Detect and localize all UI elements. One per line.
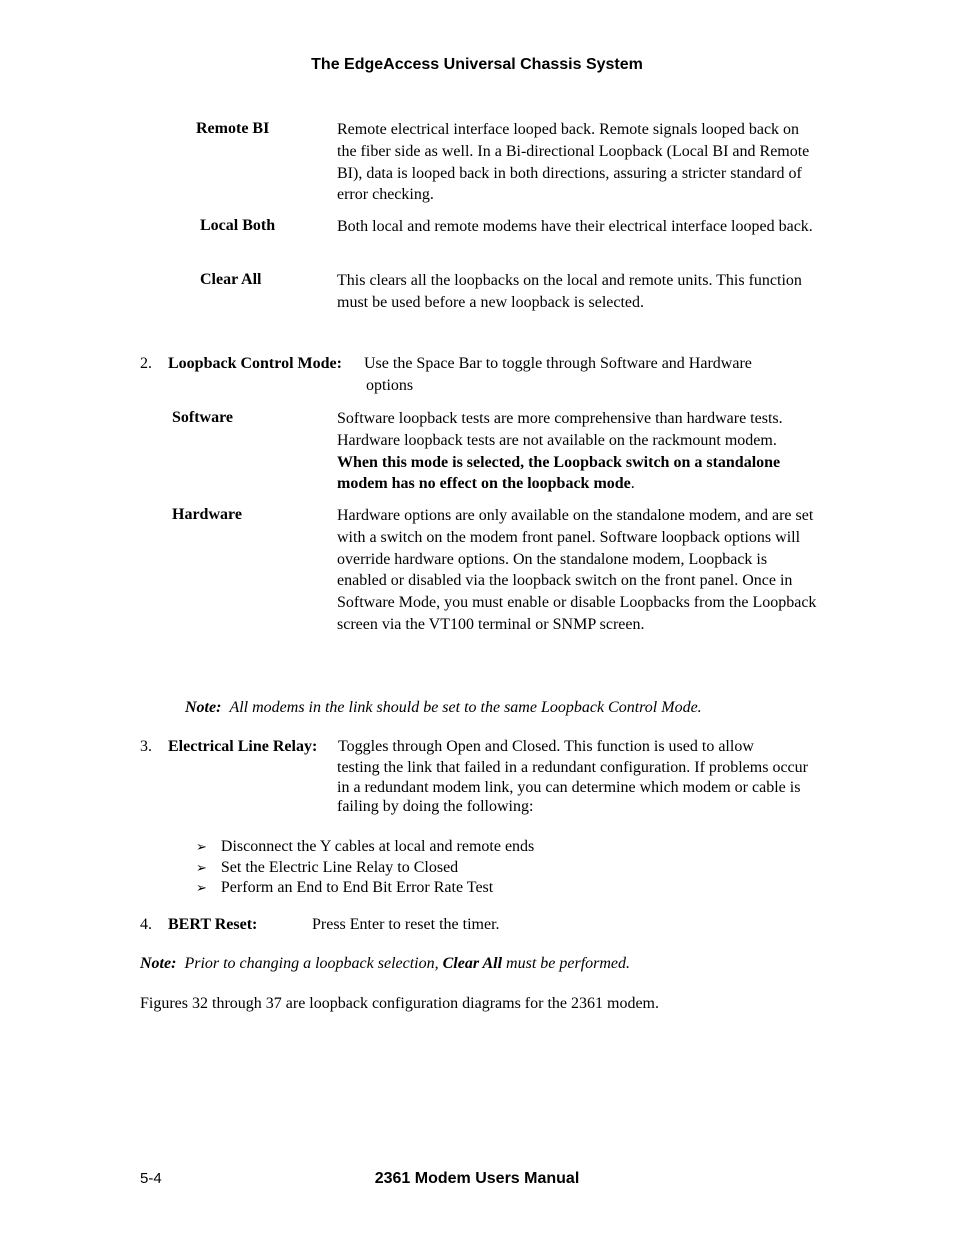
item-4-number: 4.	[140, 916, 152, 933]
bullet-list	[196, 837, 534, 899]
item-4-desc: Press Enter to reset the timer.	[312, 916, 500, 933]
page-header: The EdgeAccess Universal Chassis System	[311, 56, 643, 73]
item-4-term: BERT Reset:	[168, 916, 258, 933]
list-item	[196, 858, 534, 879]
closing-paragraph: Figures 32 through 37 are loopback configuration diagrams for the 2361 modem.	[140, 995, 659, 1012]
desc-local-both: Both local and remote modems have their electrical interface looped back.	[337, 218, 813, 235]
item-3-term: Electrical Line Relay:	[168, 738, 318, 755]
item-2-number: 2.	[140, 355, 152, 372]
term-hardware: Hardware	[172, 506, 242, 523]
item-2-term: Loopback Control Mode:	[168, 355, 342, 372]
term-local-both: Local Both	[200, 217, 276, 234]
list-item	[196, 837, 534, 858]
arrow-bullet-icon: ➢	[196, 860, 207, 876]
desc-software-end: .	[630, 475, 635, 493]
note-2-bold: Clear All	[442, 955, 503, 972]
desc-hardware: Hardware options are only available on the standalone modem, and are set with a switch on the modem front panel. Software loopback options will override hardware options. On the standalone modem, Loopback is enabled or disabled via the loopback switch on the front panel. Once in Software Mode, you must enable or disable Loopbacks from the Loopback screen via the VT100 terminal or SNMP screen.	[337, 507, 817, 633]
desc-software-bold: When this mode is selected, the Loopback switch on a standalone modem has no effect on the loopback mode	[337, 453, 781, 493]
note-2-before: Prior to changing a loopback selection,	[184, 955, 439, 972]
list-item-text: Disconnect the Y cables at local and remote ends	[220, 838, 535, 855]
item-3-number: 3.	[140, 738, 152, 755]
desc-software	[337, 408, 817, 495]
item-3-desc-rest: testing the link that failed in a redundant configuration. If problems occur in a redundant modem link, you can determine which modem or cable is failing by doing the following:	[337, 759, 808, 816]
note-1-label: Note:	[185, 699, 222, 716]
note-2-label: Note:	[140, 955, 177, 972]
item-3-desc-line1: Toggles through Open and Closed. This function is used to allow	[338, 738, 754, 755]
footer-title: 2361 Modem Users Manual	[374, 1170, 580, 1187]
desc-software-text: Software loopback tests are more comprehensive than hardware tests. Hardware loopback tests are not available on the rackmount modem.	[337, 410, 783, 449]
list-item	[196, 878, 534, 899]
list-item-text: Set the Electric Line Relay to Closed	[220, 858, 459, 876]
item-2-desc-line1: Use the Space Bar to toggle through Software and Hardware	[364, 355, 752, 372]
note-1	[185, 699, 702, 717]
item-2-desc-line2: options	[366, 377, 414, 394]
note-2	[140, 955, 630, 973]
desc-remote-bi: Remote electrical interface looped back. Remote signals looped back on the fiber side as well. In a Bi-directional Loopback (Local BI and Remote BI), data is looped back in both directions, assuring a stricter standard of error checking.	[337, 121, 810, 204]
term-remote-bi: Remote BI	[196, 120, 270, 137]
note-1-text: All modems in the link should be set to the same Loopback Control Mode.	[229, 699, 702, 716]
note-2-after: must be performed.	[506, 955, 631, 972]
list-item-text: Perform an End to End Bit Error Rate Test	[220, 879, 494, 897]
footer-page-number: 5-4	[140, 1170, 162, 1187]
term-software: Software	[172, 409, 234, 426]
arrow-bullet-icon: ➢	[196, 840, 207, 855]
desc-clear-all: This clears all the loopbacks on the local and remote units. This function must be used before a new loopback is selected.	[337, 272, 802, 311]
term-clear-all: Clear All	[200, 271, 262, 288]
arrow-bullet-icon: ➢	[196, 881, 207, 897]
